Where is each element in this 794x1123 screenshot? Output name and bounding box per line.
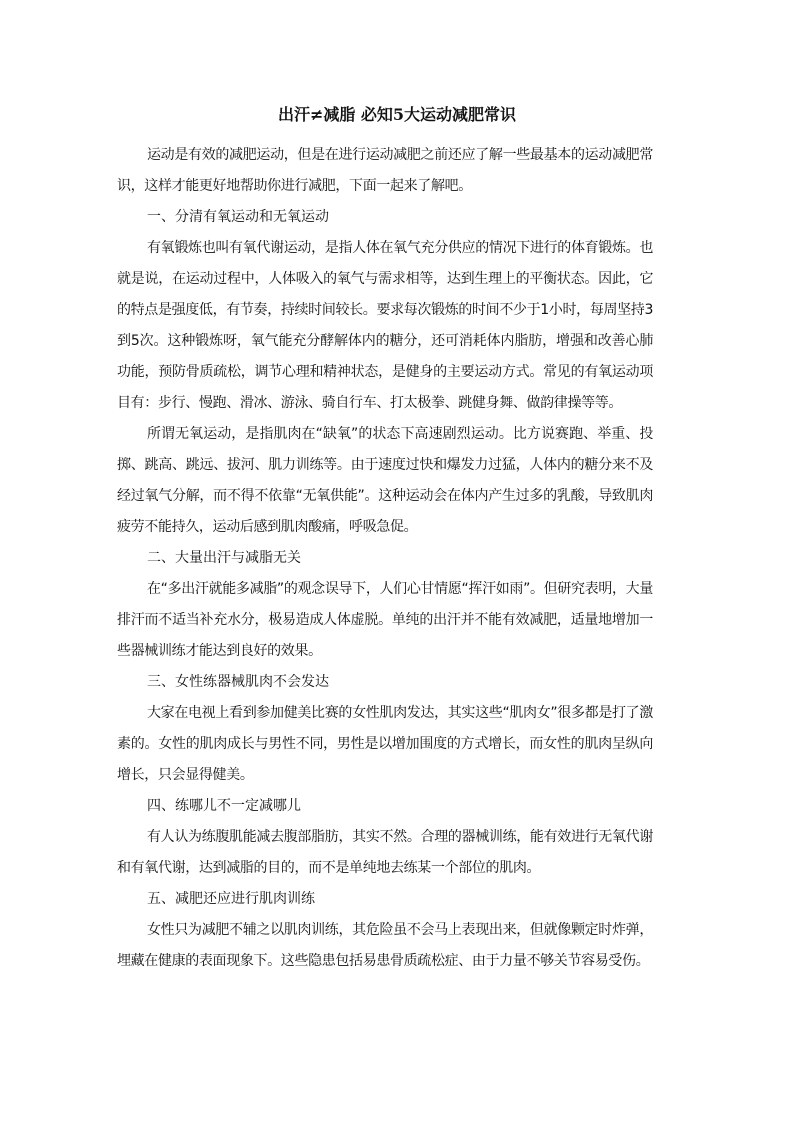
paragraph-sweat: 在“多出汗就能多减脂”的观念误导下，人们心甘情愿“挥汗如雨”。但研究表明，大量排汗而不适当补充水分，极易造成人体虚脱。单纯的出汗并不能有效减肥，适量地增加一些器械训练才能达到良好的效果。 xyxy=(117,581,653,659)
paragraph-women-muscle: 大家在电视上看到参加健美比赛的女性肌肉发达，其实这些“肌肉女”很多都是打了激素的。女性的肌肉成长与男性不同，男性是以增加围度的方式增长，而女性的肌肉呈纵向增长，只会显得健美。 xyxy=(117,705,653,783)
document-title: 出汗≠减脂 必知5大运动减肥常识 xyxy=(277,105,517,124)
document-body xyxy=(117,140,653,977)
paragraph-muscle-training: 女性只为减肥不辅之以肌肉训练，其危险虽不会马上表现出来，但就像颗定时炸弹，埋藏在健康的表面现象下。这些隐患包括易患骨质疏松症、由于力量不够关节容易受伤。 xyxy=(117,922,653,969)
section-heading-women-muscle: 三、女性练器械肌肉不会发达 xyxy=(147,674,329,690)
section-heading-muscle-training: 五、减肥还应进行肌肉训练 xyxy=(147,891,315,907)
intro-paragraph: 运动是有效的减肥运动，但是在进行运动减肥之前还应了解一些最基本的运动减肥常识，这样才能更好地帮助你进行减肥，下面一起来了解吧。 xyxy=(117,147,653,194)
paragraph-spot-reduction: 有人认为练腹肌能减去腹部脂肪，其实不然。合理的器械训练，能有效进行无氧代谢和有氧代谢，达到减脂的目的，而不是单纯地去练某一个部位的肌肉。 xyxy=(117,829,653,876)
paragraph-anaerobic: 所谓无氧运动，是指肌肉在“缺氧”的状态下高速剧烈运动。比方说赛跑、举重、投掷、跳高、跳远、拔河、肌力训练等。由于速度过快和爆发力过猛，人体内的糖分来不及经过氧气分解，而不得不依靠“无氧供能”。这种运动会在体内产生过多的乳酸，导致肌肉疲劳不能持久，运动后感到肌肉酸痛，呼吸急促。 xyxy=(117,426,653,535)
section-heading-aerobic: 一、分清有氧运动和无氧运动 xyxy=(147,209,329,225)
section-heading-spot-reduction: 四、练哪儿不一定减哪儿 xyxy=(147,798,301,814)
paragraph-aerobic: 有氧锻炼也叫有氧代谢运动，是指人体在氧气充分供应的情况下进行的体育锻炼。也就是说，在运动过程中，人体吸入的氧气与需求相等，达到生理上的平衡状态。因此，它的特点是强度低，有节奏，持续时间较长。要求每次锻炼的时间不少于1小时，每周坚持3到5次。这种锻炼呀，氧气能充分酵解体内的糖分，还可消耗体内脂肪，增强和改善心肺功能，预防骨质疏松，调节心理和精神状态，是健身的主要运动方式。常见的有氧运动项目有：步行、慢跑、滑冰、游泳、骑自行车、打太极拳、跳健身舞、做韵律操等等。 xyxy=(117,240,653,411)
section-heading-sweat: 二、大量出汗与减脂无关 xyxy=(147,550,301,566)
